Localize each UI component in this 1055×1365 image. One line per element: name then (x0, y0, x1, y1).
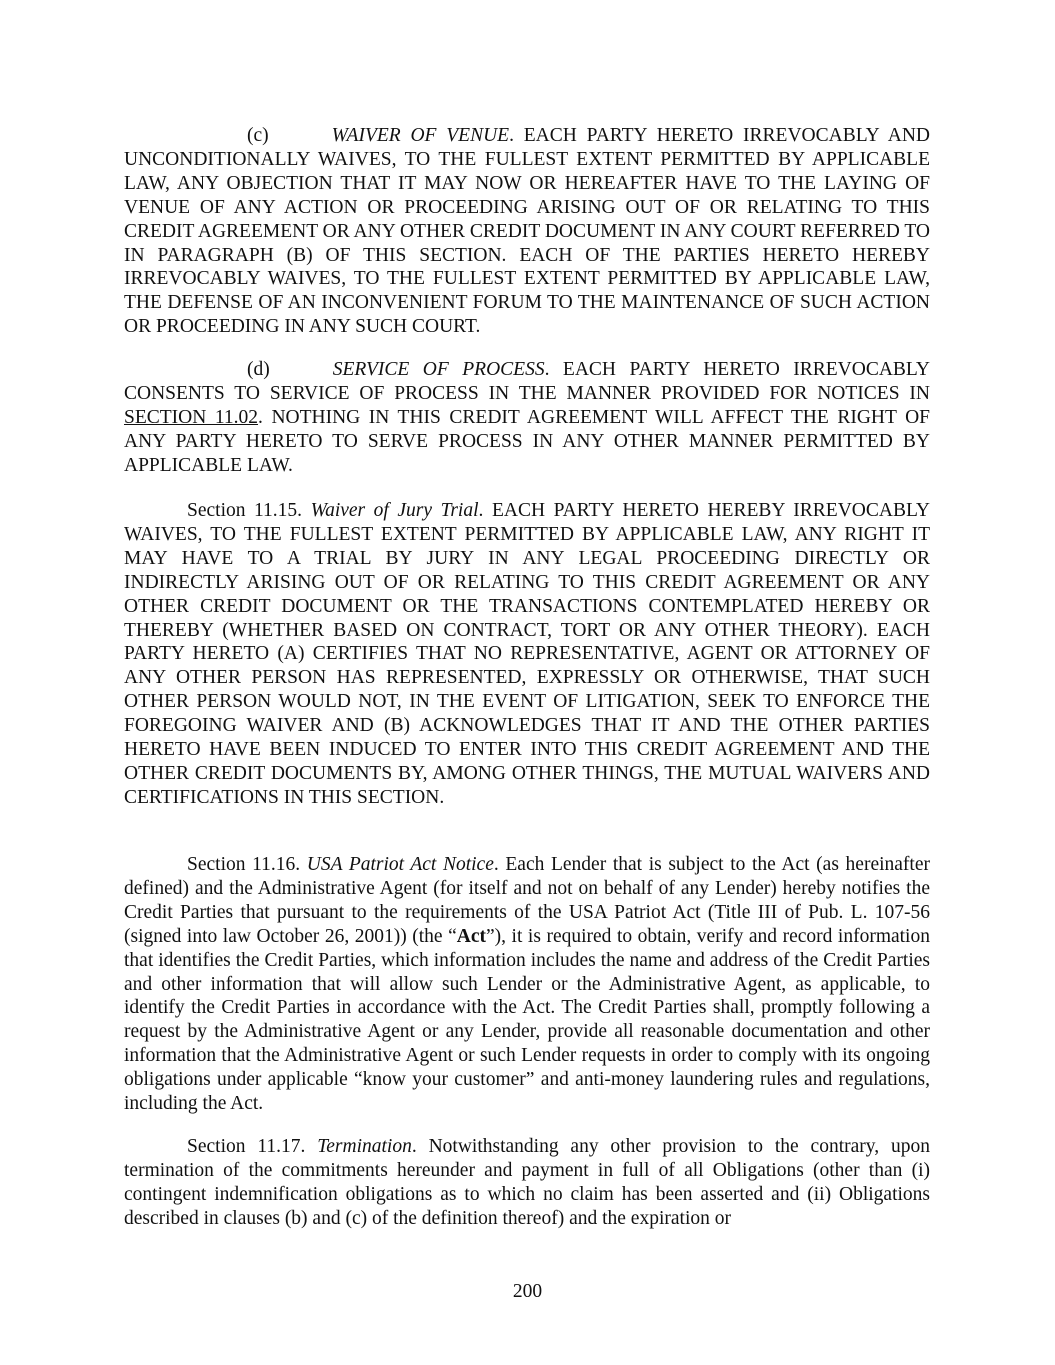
paragraph-body-continued: . NOTHING IN THIS CREDIT AGREEMENT WILL AFFECT THE RIGHT OF ANY PARTY HERETO TO SERVE PROCESS IN ANY OTHER MANNER PERMITTED BY APPLICABLE LAW. (124, 406, 931, 476)
defined-term: Act (456, 925, 486, 947)
section-body-continued: ”), it is required to obtain, verify and record information that identifies the Credit Parties, which information includes the name and address of the Credit Parties and other information that will allow such Lender or the Administrative Agent, as applicable, to identify the Credit Parties in accordance with the Act. The Credit Parties shall, promptly following a request by the Administrative Agent or any Lender, provide all reasonable documentation and other information that the Administrative Agent or such Lender requests in order to comply with its ongoing obligations under applicable “know your customer” and anti-money laundering rules and regulations, including the Act. (124, 925, 930, 1115)
section-body: EACH PARTY HERETO HEREBY IRREVOCABLY WAIVES, TO THE FULLEST EXTENT PERMITTED BY APPLICABLE LAW, ANY RIGHT IT MAY HAVE TO A TRIAL BY JURY IN ANY LEGAL PROCEEDING DIRECTLY OR INDIRECTLY ARISING OUT OF OR RELATING TO THIS CREDIT AGREEMENT OR ANY OTHER CREDIT DOCUMENT OR THE TRANSACTIONS CONTEMPLATED HEREBY OR THEREBY (WHETHER BASED ON CONTRACT, TORT OR ANY OTHER THEORY). EACH PARTY HERETO (A) CERTIFIES THAT NO REPRESENTATIVE, AGENT OR ATTORNEY OF ANY OTHER PERSON HAS REPRESENTED, EXPRESSLY OR OTHERWISE, THAT SUCH OTHER PERSON WOULD NOT, IN THE EVENT OF LITIGATION, SEEK TO ENFORCE THE FOREGOING WAIVER AND (B) ACKNOWLEDGES THAT IT AND THE OTHER PARTIES HERETO HAVE BEEN INDUCED TO ENTER INTO THIS CREDIT AGREEMENT AND THE OTHER CREDIT DOCUMENTS BY, AMONG OTHER THINGS, THE MUTUAL WAIVERS AND CERTIFICATIONS IN THIS SECTION. (124, 500, 930, 808)
section-heading: Waiver of Jury Trial (310, 500, 479, 521)
section-number: Section 11.15. (187, 500, 311, 521)
section-body: Each Lender that is subject to the Act (as hereinafter defined) and the Administrative Agent (for itself and not on behalf of any Lender) hereby notifies the Credit Parties that pursuant to the requirements of the USA Patriot Act (Title III of Pub. L. 107-56 (signed into law October 26, 2001)) (the “ (124, 854, 930, 947)
section-number: Section 11.16. (187, 854, 307, 875)
section-11-15-waiver-of-jury-trial: Section 11.15. Waiver of Jury Trial. EACH PARTY HERETO HEREBY IRREVOCABLY WAIVES, TO THE FULLEST EXTENT PERMITTED BY APPLICABLE LAW, ANY RIGHT IT MAY HAVE TO A TRIAL BY JURY IN ANY LEGAL PROCEEDING DIRECTLY OR INDIRECTLY ARISING OUT OF OR RELATING TO THIS CREDIT AGREEMENT OR ANY OTHER CREDIT DOCUMENT OR THE TRANSACTIONS CONTEMPLATED HEREBY OR THEREBY (WHETHER BASED ON CONTRACT, TORT OR ANY OTHER THEORY). EACH PARTY HERETO (A) CERTIFIES THAT NO REPRESENTATIVE, AGENT OR ATTORNEY OF ANY OTHER PERSON HAS REPRESENTED, EXPRESSLY OR OTHERWISE, THAT SUCH OTHER PERSON WOULD NOT, IN THE EVENT OF LITIGATION, SEEK TO ENFORCE THE FOREGOING WAIVER AND (B) ACKNOWLEDGES THAT IT AND THE OTHER PARTIES HERETO HAVE BEEN INDUCED TO ENTER INTO THIS CREDIT AGREEMENT AND THE OTHER CREDIT DOCUMENTS BY, AMONG OTHER THINGS, THE MUTUAL WAIVERS AND CERTIFICATIONS IN THIS SECTION. (124, 500, 930, 808)
section-11-16-usa-patriot-act-notice: Section 11.16. USA Patriot Act Notice. Each Lender that is subject to the Act (as hereinafter defined) and the Administrative Agent (for itself and not on behalf of any Lender) hereby notifies the Credit Parties that pursuant to the requirements of the USA Patriot Act (Title III of Pub. L. 107-56 (signed into law October 26, 2001)) (the “Act”), it is required to obtain, verify and record information that identifies the Credit Parties, which information includes the name and address of the Credit Parties and other information that will allow such Lender or the Administrative Agent, as applicable, to identify the Credit Parties in accordance with the Act. The Credit Parties shall, promptly following a request by the Administrative Agent or any Lender, provide all reasonable documentation and other information that the Administrative Agent or such Lender requests in order to comply with its ongoing obligations under applicable “know your customer” and anti-money laundering rules and regulations, including the Act. (124, 854, 930, 1115)
paragraph-c-waiver-of-venue: (c) WAIVER OF VENUE. EACH PARTY HERETO IRREVOCABLY AND UNCONDITIONALLY WAIVES, TO THE FULLEST EXTENT PERMITTED BY APPLICABLE LAW, ANY OBJECTION THAT IT MAY NOW OR HEREAFTER HAVE TO THE LAYING OF VENUE OF ANY ACTION OR PROCEEDING ARISING OUT OF OR RELATING TO THIS CREDIT AGREEMENT OR ANY OTHER CREDIT DOCUMENT IN ANY COURT REFERRED TO IN PARAGRAPH (B) OF THIS SECTION. EACH OF THE PARTIES HERETO HEREBY IRREVOCABLY WAIVES, TO THE FULLEST EXTENT PERMITTED BY APPLICABLE LAW, THE DEFENSE OF AN INCONVENIENT FORUM TO THE MAINTENANCE OF SUCH ACTION OR PROCEEDING IN ANY SUCH COURT. (124, 125, 930, 338)
page-number: 200 (512, 1281, 543, 1302)
paragraph-d-service-of-process: (d) SERVICE OF PROCESS. EACH PARTY HERETO IRREVOCABLY CONSENTS TO SERVICE OF PROCESS IN THE MANNER PROVIDED FOR NOTICES IN SECTION 11.02. NOTHING IN THIS CREDIT AGREEMENT WILL AFFECT THE RIGHT OF ANY PARTY HERETO TO SERVE PROCESS IN ANY OTHER MANNER PERMITTED BY APPLICABLE LAW. (124, 359, 931, 476)
section-heading: Termination (317, 1136, 412, 1157)
paragraph-label: (d) (247, 359, 270, 380)
paragraph-heading: WAIVER OF VENUE (331, 125, 510, 146)
section-heading: USA Patriot Act Notice (306, 854, 494, 875)
section-reference-link[interactable]: SECTION 11.02 (124, 406, 259, 428)
paragraph-body: EACH PARTY HERETO IRREVOCABLY CONSENTS TO SERVICE OF PROCESS IN THE MANNER PROVIDED FOR NOTICES IN (124, 359, 930, 404)
section-body: Notwithstanding any other provision to the contrary, upon termination of the commitments hereunder and payment in full of all Obligations (other than (i) contingent indemnification obligations as to which no claim has been asserted and (ii) Obligations described in clauses (b) and (c) of the definition thereof) and the expiration or (124, 1136, 930, 1229)
paragraph-label: (c) (247, 125, 269, 146)
paragraph-heading: SERVICE OF PROCESS (332, 359, 545, 380)
section-number: Section 11.17. (187, 1136, 318, 1157)
section-11-17-termination: Section 11.17. Termination. Notwithstanding any other provision to the contrary, upon termination of the commitments hereunder and payment in full of all Obligations (other than (i) contingent indemnification obligations as to which no claim has been asserted and (ii) Obligations described in clauses (b) and (c) of the definition thereof) and the expiration or (124, 1136, 930, 1229)
paragraph-body: EACH PARTY HERETO IRREVOCABLY AND UNCONDITIONALLY WAIVES, TO THE FULLEST EXTENT PERMITTED BY APPLICABLE LAW, ANY OBJECTION THAT IT MAY NOW OR HEREAFTER HAVE TO THE LAYING OF VENUE OF ANY ACTION OR PROCEEDING ARISING OUT OF OR RELATING TO THIS CREDIT AGREEMENT OR ANY OTHER CREDIT DOCUMENT IN ANY COURT REFERRED TO IN PARAGRAPH (B) OF THIS SECTION. EACH OF THE PARTIES HERETO HEREBY IRREVOCABLY WAIVES, TO THE FULLEST EXTENT PERMITTED BY APPLICABLE LAW, THE DEFENSE OF AN INCONVENIENT FORUM TO THE MAINTENANCE OF SUCH ACTION OR PROCEEDING IN ANY SUCH COURT. (124, 125, 930, 338)
